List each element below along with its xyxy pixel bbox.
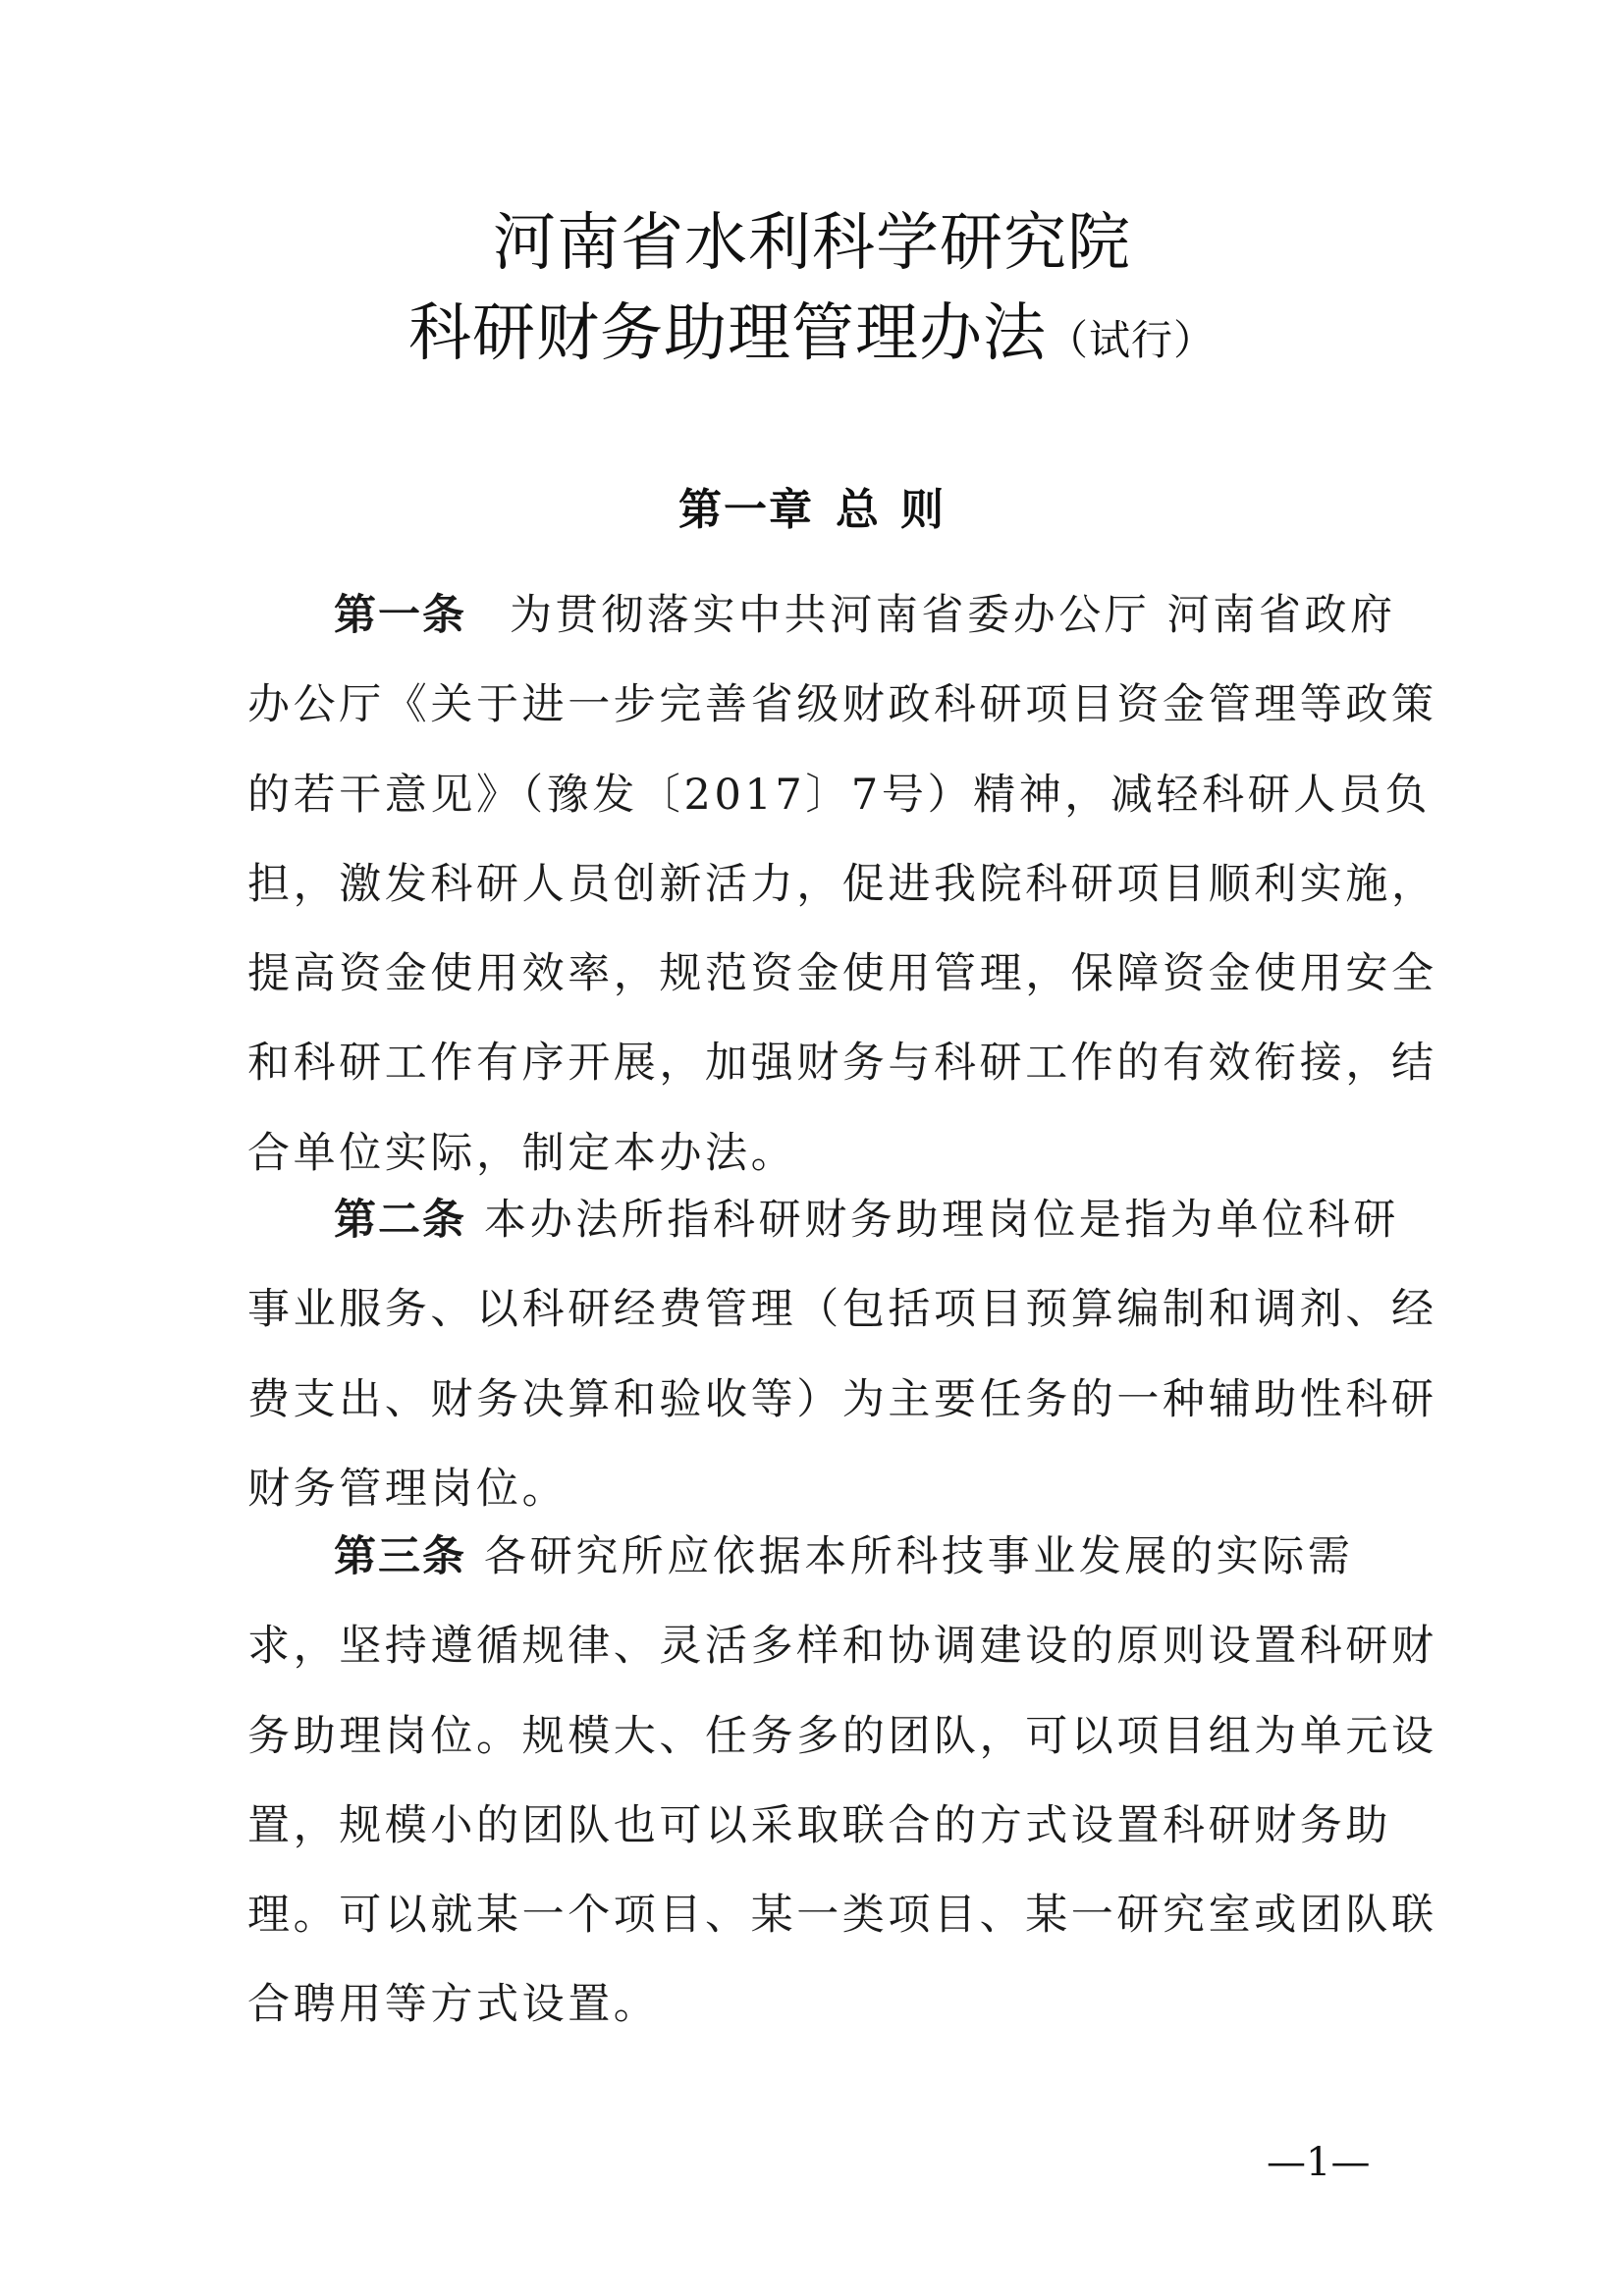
article-line: 置，规模小的团队也可以采取联合的方式设置科研财务助 — [247, 1800, 1391, 1850]
article-line: 担，激发科研人员创新活力，促进我院科研项目顺利实施， — [247, 859, 1437, 909]
article-heading: 第三条 — [334, 1532, 466, 1581]
chapter-number: 第一章 — [678, 485, 814, 535]
article-line: 财务管理岗位。 — [247, 1464, 568, 1514]
article-line: 费支出、财务决算和验收等）为主要任务的一种辅助性科研 — [247, 1374, 1437, 1424]
chapter-name-part2: 则 — [900, 485, 946, 535]
document-title-line2 — [0, 294, 1624, 380]
article-line: 和科研工作有序开展，加强财务与科研工作的有效衔接，结 — [247, 1039, 1437, 1089]
document-title-line1: 河南省水利科学研究院 — [493, 207, 1131, 280]
chapter-heading — [0, 481, 1624, 540]
article-text: 本办法所指科研财务助理岗位是指为单位科研 — [484, 1196, 1399, 1245]
article-line: 务助理岗位。规模大、任务多的团队，可以项目组为单元设 — [247, 1711, 1437, 1761]
article-text: 为贯彻落实中共河南省委办公厅 河南省政府 — [510, 591, 1396, 640]
article-line: 求，坚持遵循规律、灵活多样和协调建设的原则设置科研财 — [247, 1622, 1437, 1672]
article-heading: 第二条 — [334, 1196, 466, 1245]
article-2 — [247, 1176, 1437, 1534]
article-text: 各研究所应依据本所科技事业发展的实际需 — [484, 1532, 1354, 1581]
article-line — [247, 571, 1396, 661]
article-line: 提高资金使用效率，规范资金使用管理，保障资金使用安全 — [247, 949, 1437, 999]
article-line — [247, 1176, 1399, 1265]
document-title-main: 科研财务助理管理办法 — [407, 297, 1047, 370]
article-line: 理。可以就某一个项目、某一类项目、某一研究室或团队联 — [247, 1891, 1437, 1941]
article-line: 合单位实际，制定本办法。 — [247, 1128, 797, 1178]
page-number: —1— — [1267, 2140, 1371, 2185]
document-title-suffix: （试行） — [1046, 316, 1216, 364]
article-line — [247, 1513, 1386, 1602]
article-line: 的若干意见》（豫发〔2017〕7号）精神，减轻科研人员负 — [247, 770, 1432, 820]
article-3 — [247, 1513, 1437, 2051]
article-heading: 第一条 — [334, 591, 466, 640]
article-line: 合聘用等方式设置。 — [247, 1980, 660, 2030]
article-line: 办公厅《关于进一步完善省级财政科研项目资金管理等政策 — [247, 680, 1437, 730]
article-1 — [247, 571, 1437, 1199]
article-line: 事业服务、以科研经费管理（包括项目预算编制和调剂、经 — [247, 1285, 1437, 1335]
chapter-name-part1: 总 — [836, 485, 881, 535]
